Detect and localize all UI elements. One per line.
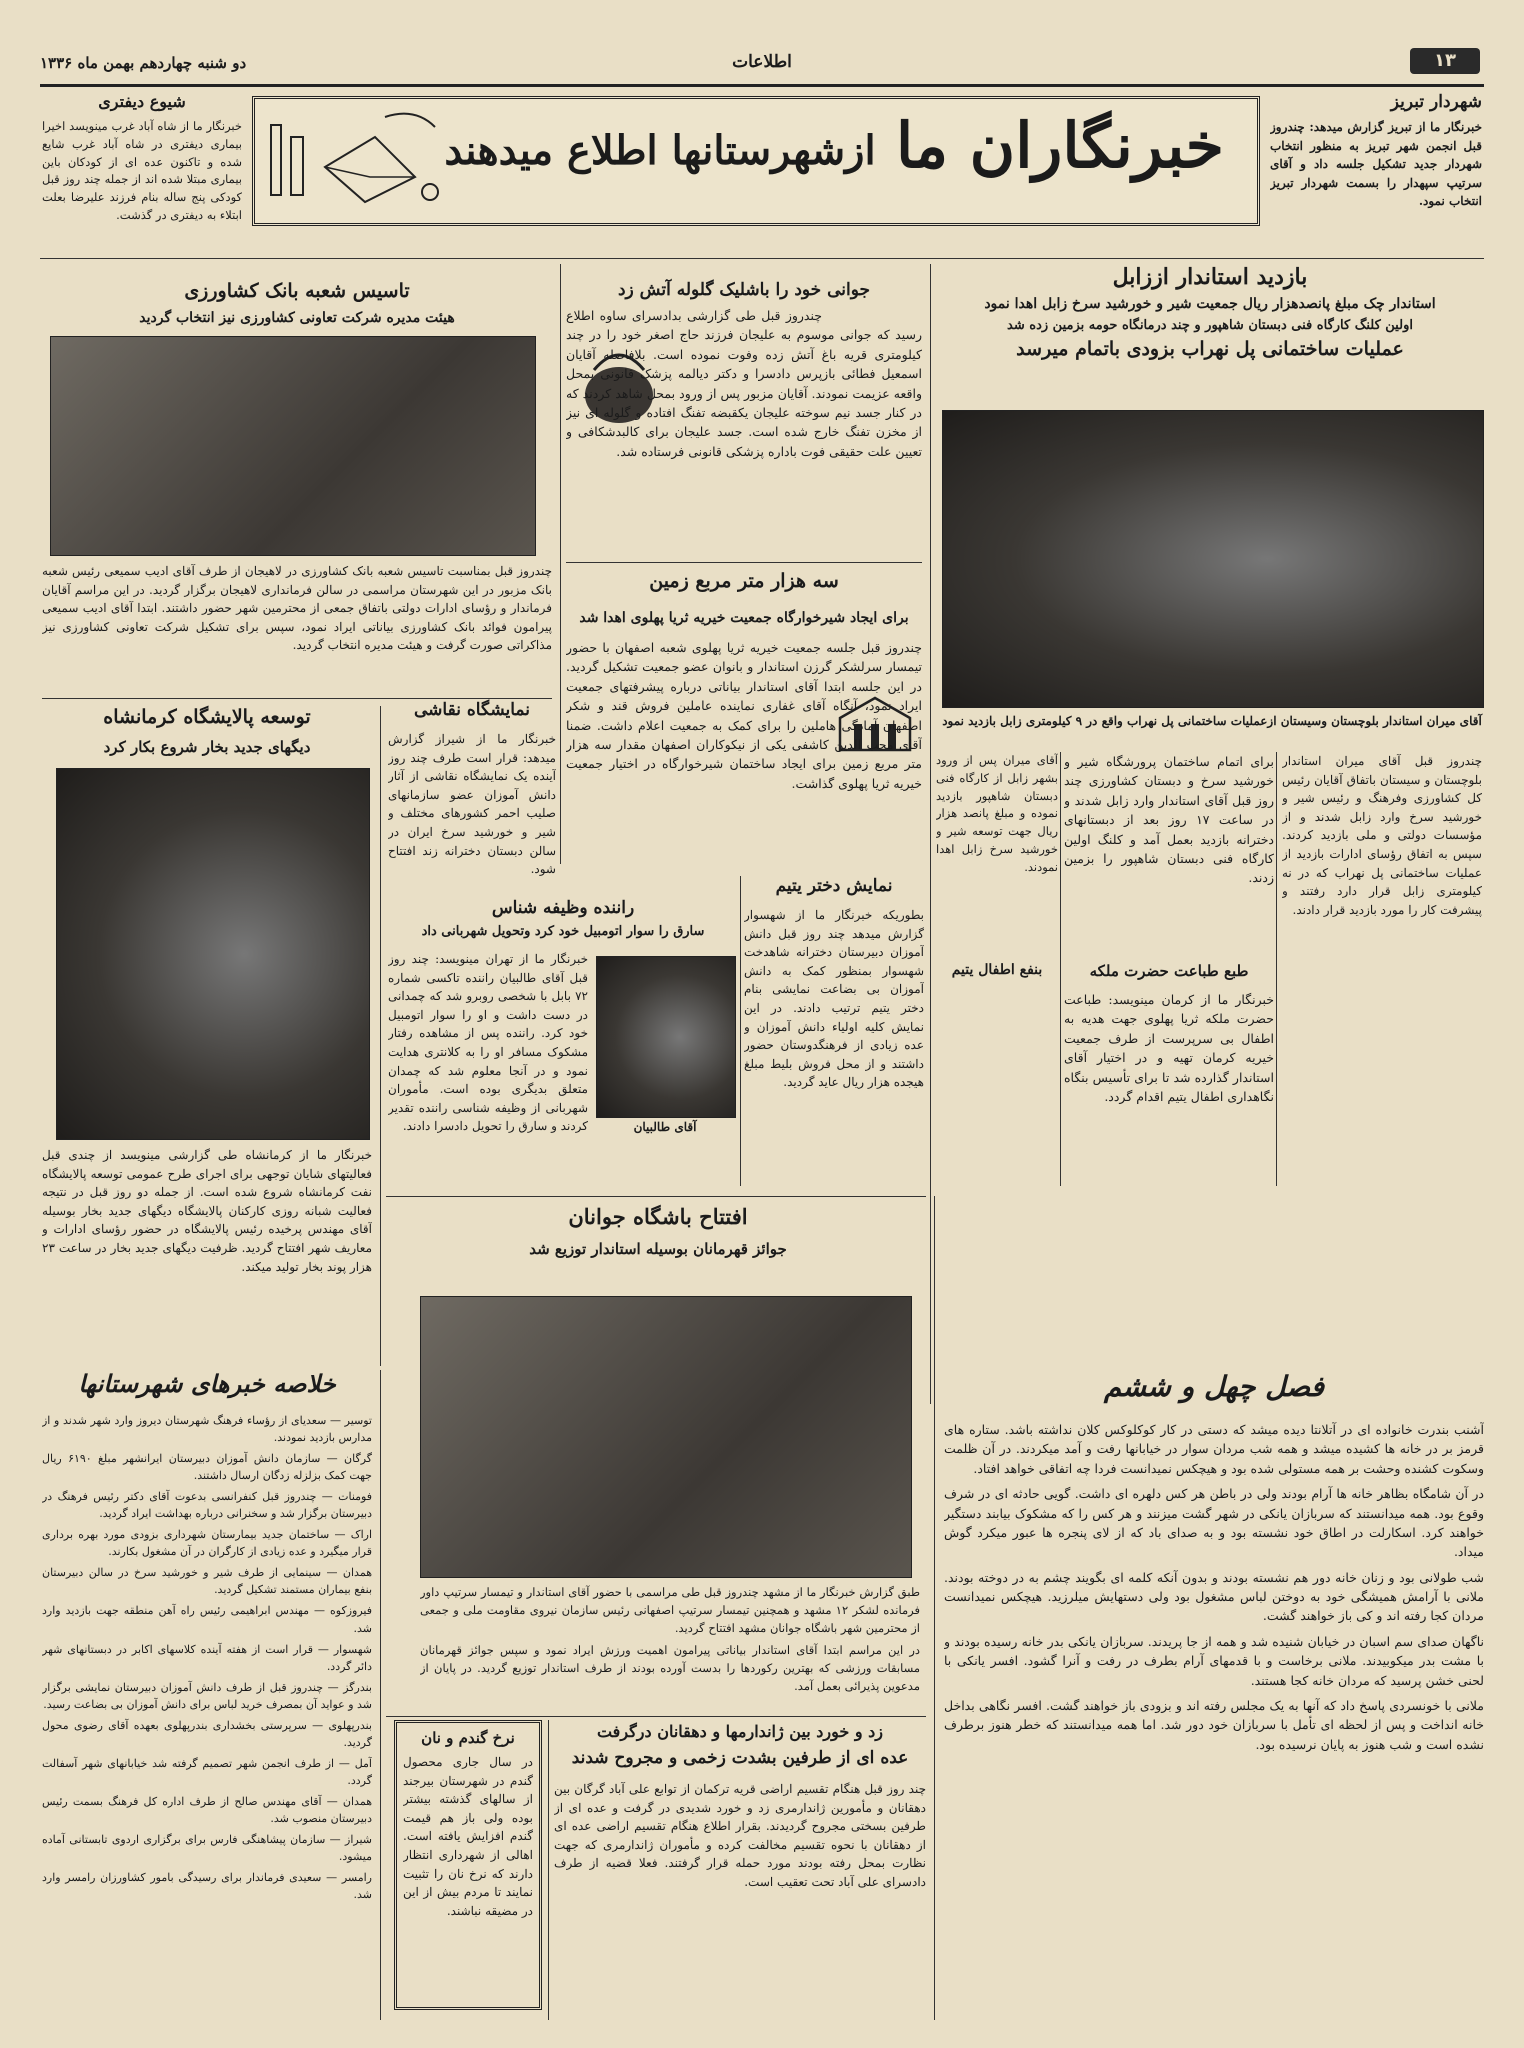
ostandar-title: بازدید استاندار اززابل: [1112, 264, 1308, 290]
chapter-text: [944, 1420, 1484, 2015]
summary-item-11: همدان — آقای مهندس صالح از طرف اداره کل فرهنگ بسمت رئیس دبیرستان منصوب شد.: [42, 1794, 372, 1825]
banner-subtitle: ازشهرستانها اطلاع میدهند: [444, 127, 876, 174]
bread-price-box: [394, 1720, 542, 2010]
land-deck: برای ایجاد شیرخوارگاه جمعیت خیریه ثریا پهلوی اهدا شد: [579, 610, 909, 626]
ostandar-deck-3: عملیات ساختمانی پل نهراب بزودی باتمام میرسد: [1016, 338, 1404, 360]
clash-deck: عده ای از طرفین بشدت زخمی و مجروح شدند: [571, 1748, 909, 1768]
bank-photo: [50, 336, 536, 556]
summary-item-3: فومنات — چندروز قبل کنفرانسی بدعوت آقای دکتر رئیس فرهنگ در دبیرستان برگزار شد و سخنرانی درباره بهداشت ایراد گردید.: [42, 1490, 372, 1521]
summary-item-9: بندرپهلوی — سرپرستی بخشداری بندرپهلوی بعهده آقای رضوی محول گردید.: [42, 1718, 372, 1749]
tabriz-body: خبرنگار ما از تبریز گزارش میدهد: چندروز قبل انجمن شهر تبریز به منظور انتخاب شهردار جدید تشکیل جلسه داد و آقای سرتیپ سپهدار را بسمت شهردار تبریز انتخاب نمود.: [1270, 120, 1482, 209]
header-rule: [40, 84, 1484, 87]
refinery-title: توسعه پالایشگاه کرمانشاه: [103, 706, 311, 728]
driver-body: خبرنگار ما از تهران مینویسد: چند روز قبل آقای طالبیان راننده تاکسی شماره ۷۲ بابل با شخصی روبرو شد که چمدانی در دست داشت و او را سوار اتومبیل خود کرد. راننده پس از مشاهده رفتار مشکوک مسافر او را به کلانتری هدایت نمود و در آنجا معلوم شد که چمدان متعلق بدیگری بوده است. مأموران شهربانی از وظیفه شناسی راننده تقدیر کردند و سارق را تحویل دادسرا دادند.: [388, 952, 588, 1134]
summary-item-7: شهسوار — قرار است از هفته آینده کلاسهای اکابر در دبستانهای شهر دائر گردد.: [42, 1642, 372, 1673]
summary-item-13: رامسر — سعیدی فرماندار برای رسیدگی بامور کشاورزان رامسر وارد شد.: [42, 1871, 372, 1902]
chapter-title: فصل چهل و ششم: [1103, 1370, 1325, 1403]
summary-item-12: شیراز — سازمان پیشاهنگی فارس برای برگزاری اردوی تابستانی آماده میشود.: [42, 1833, 372, 1864]
refinery-body: خبرنگار ما از کرمانشاه طی گزارشی مینویسد از چندی قبل فعالیتهای شایان توجهی برای اجرای طرح عمومی توسعه پالایشگاه نفت کرمانشاه شروع شده است. از جمله دو روز قبل در نتیجه فعالیت شبانه روزی کارکنان پالایشگاه دیگهای جدید بخار بوسیله آقای مهندس پرخیده رئیس پالایشگاه در حضور رؤسای ادارات و معاریف شهر افتتاح گردید. ظرفیت دیگهای جدید بخار در ساعت ۲۳ هزار پوند بخار تولید میکند.: [42, 1148, 372, 1274]
ostandar-body-2: برای اتمام ساختمان پرورشگاه شیر و خورشید سرخ و دبستان کشاورزی چند روز قبل آقای استاندار وارد زابل شدند و در ساعت ۱۷ روز بعد از دبستانهای دخترانه بازدید بعمل آمد و کلنگ اولین کارگاه فنی دبستان شاهپور را بزمین زدند.: [1064, 754, 1274, 886]
driver-photo: [596, 956, 736, 1118]
club-deck: جوائز قهرمانان بوسیله استاندار توزیع شد: [529, 1240, 787, 1258]
ostandar-deck-1: استاندار چک مبلغ پانصدهزار ریال جمعیت شیر و خورشید سرخ زابل اهدا نمود: [984, 296, 1436, 312]
chapter-paragraph-2: در آن شامگاه بظاهر خانه ها آرام بودند ولی در باطن هر کس دلهره ای داشت. گویی حادثه ای در شرف وقوع بود. همه میدانستند که سربازان یانکی در شهر گشت میزنند و هر کس را که مشکوک بیابند دستگیر خواهند کرد. اسکارلت در اطاق خود نشسته بود و به صدای باد که از لای پنجره ها عبور میکرد گوش میداد.: [944, 1486, 1484, 1560]
ostandar-body-2b: آقای میران پس از ورود بشهر زابل از کارگاه فنی دبستان شاهپور بازدید نموده و مبلغ پانصد هزار ریال جهت توسعه شیر و خورشید سرخ زابل اهدا نمودند.: [936, 753, 1058, 874]
refinery-deck: دیگهای جدید بخار شروع بکار کرد: [103, 738, 311, 756]
ostandar-photo: [942, 410, 1484, 708]
fire-body: چندروز قبل طی گزارشی بدادسرای ساوه اطلاع رسید که جوانی موسوم به علیجان فرزند حاج اصغر خود را در چند کیلومتری قریه باغ آتش زده وفوت نموده است. بلافاصله آقایان اسمعیل فطائی بازپرس دادسرا و دکتر دیالمه پزشک قانونی بمحل واقعه عزیمت نمودند. آقایان مزبور پس از ورود بمحل شاهد کردند که در کنار جسد نیم سوخته علیجان یکقبضه تفنگ افتاده و گلوله ای نیز از مخزن تفنگ خارج شده است. جسد علیجان برای کالبدشکافی و تعیین علت حقیقی فوت باداره پزشکی قانونی فرستاده شد.: [566, 308, 922, 459]
ostandar-sub-3: بنفع اطفال یتیم: [951, 962, 1043, 978]
bank-deck: هیئت مدیره شرکت تعاونی کشاورزی نیز انتخاب گردید: [139, 310, 455, 326]
exhibit-body: خبرنگار ما از شیراز گزارش میدهد: قرار است طرف چند روز آینده یک نمایشگاه نقاشی از آثار دانش آموزان عضو سازمانهای صلیب احمر کشورهای مختلف و شیر و خورشید سرخ ایران در سالن دبستان دخترانه زند افتتاح شود.: [388, 732, 556, 877]
diphtheria-body: خبرنگار ما از شاه آباد غرب مینویسد اخیرا بیماری دیفتری در شاه آباد غرب شایع شده و تاکنون عده ای از کودکان باین بیماری مبتلا شده اند از جمله چند روز قبل کودکی پنج ساله بنام فرزند علیرضا بعلت ابتلاء به دیفتری در گذشت.: [42, 119, 242, 223]
driver-title: راننده وظیفه شناس: [491, 898, 635, 918]
summary-title: خلاصه خبرهای شهرستانها: [78, 1369, 336, 1398]
chapter-paragraph-3: شب طولانی بود و زنان خانه دور هم نشسته بودند و بدون آنکه کلمه ای بگویند چشم به در دوخته بودند. ملانی با آرامش همیشگی خود به دوختن لباس مشغول بود ولی دستهایش میلرزید. هیچکس نمیدانست مردان کجا رفته اند و کی باز خواهند گشت.: [944, 1569, 1484, 1624]
girls-show-title: نمایش دختر یتیم: [775, 876, 893, 896]
summary-item-6: فیروزکوه — مهندس ابراهیمی رئیس راه آهن منطقه جهت بازدید وارد شد.: [42, 1604, 372, 1635]
land-title: سه هزار متر مربع زمین: [649, 570, 839, 592]
summary-item-5: همدان — سینمایی از طرف شیر و خورشید سرخ در سالن دبیرستان بنفع بیماران مستمند تشکیل گردید.: [42, 1566, 372, 1597]
bank-body: چندروز قبل بمناسبت تاسیس شعبه بانک کشاورزی در لاهیجان از طرف آقای ادیب سمیعی رئیس شعبه بانک مزبور در این شهرستان مراسمی در سالن فرمانداری لاهیجان برگزار گردید. در این مراسم آقایان فرماندار و رؤسای ادارات دولتی باتفاق جمعی از محترمین شهر حضور داشتند. ابتدا آقای ادیب سمیعی پیرامون فوائد بانک کشاورزی بیاناتی ایراد نمود، سپس برای تشکیل شرکت تعاونی کشاورزی نیز مذاکراتی صورت گرفت و هیئت مدیره انتخاب گردید.: [42, 564, 552, 653]
summary-item-8: بندرگز — چندروز قبل از طرف دانش آموزان دبیرستان نمایشی برگزار شد و عواید آن بمصرف خرید لباس برای دانش آموزان بی بضاعت رسید.: [42, 1680, 372, 1711]
girls-show-body: بطوریکه خبرنگار ما از شهسوار گزارش میدهد چند روز قبل دانش آموزان دبیرستان دخترانه شاهدخت شهسوار بمنظور کمک به دانش آموزان بی بضاعت نمایشی بنام دختر یتیم ترتیب دادند. در این نمایش کلیه اولیاء دانش آموزان و عده زیادی از فرهنگدوستان حضور داشتند و از محل فروش بلیط مبلغ هیجده هزار ریال عاید گردید.: [744, 908, 924, 1090]
chapter-paragraph-4: ناگهان صدای سم اسبان در خیابان شنیده شد و همه از جا پریدند. سربازان یانکی بدر خانه رسیده بودند و با مشت بدر میکوبیدند. ملانی برخاست و با قدمهای آرام بطرف در رفت و آنرا گشود. افسر یانکی با لحنی خشن پرسید که مردان خانه کجا هستند.: [944, 1633, 1484, 1688]
land-body: چندروز قبل جلسه جمعیت خیریه ثریا پهلوی شعبه اصفهان با حضور تیمسار سرلشکر گرزن استاندار و بانوان عضو جمعیت تشکیل گردید. در این جلسه ابتدا آقای استاندار بیاناتی درباره پیشرفتهای جمعیت ایراد نمود، آنگاه آقای غفاری نماینده عاملین فروش قند و شکر اصفهان آمادگی هاملین را برای کمک به جمعیت اعلام داشت. ضمنا آقای محب الدین کاشفی یکی از نیکوکاران اصفهان مقدار سه هزار متر مربع زمین برای ایجاد ساختمان شیرخوارگاه در اختیار جمعیت خیریه ثریا پهلوی گذاشت.: [566, 640, 922, 791]
club-body: در این مراسم ابتدا آقای استاندار بیاناتی پیرامون اهمیت ورزش ایراد نمود و سپس جوائز قهرمانان مسابقات ورزشی که بهترین رکوردها را بدست آورده بودند از طرف استاندار توزیع گردید. در پایان از مدعوین پذیرائی بعمل آمد.: [420, 1643, 920, 1693]
summary-item-4: اراک — ساختمان جدید بیمارستان شهرداری بزودی مورد بهره برداری قرار میگیرد و عده زیادی از کارگران در آن مشغول بکارند.: [42, 1528, 372, 1559]
summary-item-1: توسیر — سعدیای از رؤساء فرهنگ شهرستان دیروز وارد شهر شدند و از مدارس بازدید نمودند.: [42, 1414, 372, 1445]
header-date: دو شنبه چهاردهم بهمن ماه ۱۳۳۶: [40, 54, 247, 72]
summary-list: [42, 1412, 372, 2012]
ostandar-caption: آقای میران استاندار بلوچستان وسیستان ازعملیات ساختمانی پل نهراب واقع در ۹ کیلومتری زابل بازدید نمود: [942, 714, 1482, 728]
chapter-paragraph-1: آشنب بندرت خانواده ای در آتلانتا دیده میشد که دستی در کار کوکلوکس کلان نداشته باشد. ستاره های قرمز بر در خانه ها کشیده میشد و همه شب مردان سوار در خیابانها رفت و آمد میکردند. در آن ظلمت وسکوت کشنده وحشت بر همه مستولی شده بود و هیچکس نمیدانست فردا چه اتفاقی خواهد افتاد.: [944, 1422, 1484, 1476]
summary-item-10: آمل — از طرف انجمن شهر تصمیم گرفته شد خیابانهای شهر آسفالت گردد.: [42, 1756, 372, 1787]
ostandar-sub-2: طبع طباعت حضرت ملکه: [1089, 962, 1249, 980]
club-title: افتتاح باشگاه جوانان: [568, 1204, 748, 1229]
header-page-number: ۱۳: [1410, 48, 1480, 74]
header-paper-name: اطلاعات: [732, 52, 792, 72]
chapter-paragraph-5: ملانی با خونسردی پاسخ داد که آنها به یک مجلس رفته اند و بزودی باز خواهند گشت. افسر نگاهی بداخل خانه انداخت و پس از لحظه ای تأمل با سربازان خود دور شد. اما همه میدانستند که خطر هنوز برطرف نشده است و شب هنوز به پایان نرسیده بود.: [944, 1697, 1484, 1752]
clash-title: زد و خورد بین ژاندارمها و دهقانان درگرفت: [596, 1722, 884, 1741]
refinery-photo: [56, 768, 370, 1140]
banner-illustration: [265, 107, 445, 211]
bread-price-body: در سال جاری محصول گندم در شهرستان بیرجند از سالهای گذشته بیشتر بوده ولی باز هم قیمت گندم افزایش یافته است. اهالی از شهرداری انتظار دارند که نرخ نان را تثبیت نمایند تا مردم بیش از این در مضیقه نباشند.: [403, 1755, 533, 1918]
fire-title: جوانی خود را باشلیک گلوله آتش زد: [617, 280, 871, 300]
bank-title: تاسیس شعبه بانک کشاورزی: [184, 280, 410, 302]
tabriz-title: شهردار تبریز: [1390, 92, 1482, 112]
exhibit-title: نمایشگاه نقاشی: [414, 700, 530, 720]
headline-banner: [252, 96, 1260, 226]
clash-body: چند روز قبل هنگام تقسیم اراضی قریه ترکمان از توابع علی آباد گرگان بین دهقانان و مأمورین ژاندارمری زد و خورد شدیدی در گرفت و عده ای از طرفین بسختی مجروح گردیدند. بقرار اطلاع هنگام تقسیم اراضی عده ای از دهقانان با نحوه تقسیم مخالفت کرده و مأموران ژاندارمری که جهت نظارت بمحل رفته بودند مورد حمله قرار گرفتند. فعلا قضیه از طرف دادسرای علی آباد تحت تعقیب است.: [554, 1782, 926, 1889]
summary-item-2: گرگان — سازمان دانش آموزان دبیرستان ایرانشهر مبلغ ۶۱۹۰ ریال جهت کمک بزلزله زدگان ارسال داشتند.: [42, 1452, 372, 1483]
banner-title: خبرنگاران ما: [895, 109, 1224, 182]
driver-deck: سارق را سوار اتومبیل خود کرد وتحویل شهربانی داد: [421, 924, 705, 939]
club-photo: [420, 1296, 912, 1578]
club-caption: طبق گزارش خبرنگار ما از مشهد چندروز قبل طی مراسمی با حضور آقای استاندار و تیمسار سرتیپ داور فرمانده لشکر ۱۲ مشهد و همچنین تیمسار سرتیپ اصفهانی رئیس سازمان نیروی مقاومت ملی و جمعی از محترمین شهر باشگاه جوانان مشهد افتتاح گردید.: [420, 1585, 920, 1635]
driver-caption: آقای طالبیان: [633, 1120, 697, 1134]
diphtheria-title: شیوع دیفتری: [98, 92, 186, 111]
ostandar-body-1: چندروز قبل آقای میران استاندار بلوچستان و سیستان باتفاق آقایان رئیس کل کشاورزی وفرهنگ و رئیس شیر و خورشید سرخ وارد زابل شدند و از مؤسسات دولتی و ملی بازدید کردند. سپس به اتفاق رؤسای ادارات بازدید از عملیات ساختمانی پل نهراب که در نه کیلومتری زابل قرار دارد رفتند و پیشرفت کار را مورد بازدید قرار دادند.: [1282, 754, 1482, 917]
bread-price-title: نرخ گندم و نان: [421, 1729, 515, 1747]
ostandar-body-3: خبرنگار ما از کرمان مینویسد: طباعت حضرت ملکه ثریا پهلوی جهت هدیه به اطفال بی سرپرست از طرف جمعیت خیریه کرمان تهیه و در اختیار آقای استاندار گذارده شد تا برای تأسیس بنگاه نگاهداری اطفال یتیم اقدام گردد.: [1064, 992, 1274, 1104]
ostandar-deck-2: اولین کلنگ کارگاه فنی دبستان شاهپور و چند درمانگاه حومه بزمین زده شد: [1007, 318, 1413, 333]
